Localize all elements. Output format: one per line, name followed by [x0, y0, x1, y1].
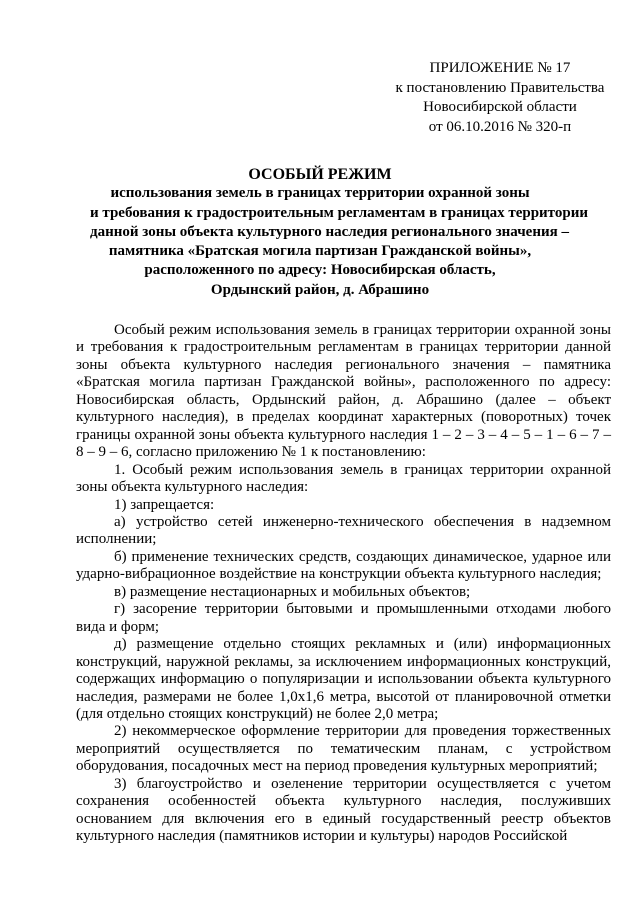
subitem-v: в) размещение нестационарных и мобильных объектов;	[114, 583, 471, 600]
document-body	[76, 322, 611, 846]
appendix-block	[380, 59, 620, 137]
appendix-date-number: от 06.10.2016 № 320-п	[428, 118, 572, 135]
title-heading: ОСОБЫЙ РЕЖИМ	[248, 166, 392, 183]
title-line: использования земель в границах территории охранной зоны	[110, 185, 530, 202]
appendix-number: ПРИЛОЖЕНИЕ № 17	[429, 60, 571, 76]
appendix-ref-line: к постановлению Правительства	[395, 79, 605, 96]
subitem-a: а) устройство сетей инженерно-технического обеспечения в надземном исполнении;	[76, 513, 611, 548]
title-line: расположенного по адресу: Новосибирская область,	[144, 262, 496, 279]
item-1-prohibited: 1) запрещается:	[114, 496, 215, 513]
title-line: и требования к градостроительным регламентам в границах территории	[90, 204, 588, 221]
intro-paragraph: Особый режим использования земель в границах территории охранной зоны и требования к градостроительным регламентам в границах территории данной зоны объекта культурного наследия регионального значения – памятника «Братская могила партизан Гражданской войны», расположенного по адресу: Новосибирская область, Ордынский район, д. Абрашино (далее – объект культурного наследия), в пределах координат характерных (поворотных) точек границы охранной зоны объекта культурного наследия 1 – 2 – 3 – 4 – 5 – 1 – 6 – 7 – 8 – 9 – 6, согласно приложению № 1 к постановлению:	[76, 322, 611, 461]
section-1-heading: 1. Особый режим использования земель в границах территории охранной зоны объекта культурного наследия:	[76, 461, 611, 496]
item-3: 3) благоустройство и озеленение территории осуществляется с учетом сохранения особенностей объекта культурного наследия, послуживших основанием для включения его в единый государственный реестр объектов культурного наследия (памятников истории и культуры) народов Российской	[76, 775, 611, 845]
subitem-g: г) засорение территории бытовыми и промышленными отходами любого вида и форм;	[76, 601, 611, 635]
subitem-b: б) применение технических средств, создающих динамическое, ударное или ударно-вибрационное воздействие на конструкции объекта культурного наследия;	[76, 548, 611, 583]
title-line: памятника «Братская могила партизан Гражданской войны»,	[108, 243, 532, 260]
subitem-d: д) размещение отдельно стоящих рекламных и (или) информационных конструкций, наружной рекламы, за исключением информационных конструкций, содержащих информацию о популяризации и использовании объекта культурного наследия, размерами не более 1,0х1,6 метра, высотой от планировочной отметки (для отдельно стоящих конструкций) не более 2,0 метра;	[76, 636, 611, 722]
document-title	[90, 165, 588, 300]
appendix-ref-line: Новосибирской области	[423, 99, 577, 115]
title-line: Ордынский район, д. Абрашино	[210, 281, 430, 298]
item-2: 2) некоммерческое оформление территории для проведения торжественных мероприятий осуществляется по тематическим планам, с устройством оборудования, посадочных мест на период проведения культурных мероприятий;	[76, 723, 611, 775]
title-line: данной зоны объекта культурного наследия регионального значения –	[90, 223, 569, 240]
